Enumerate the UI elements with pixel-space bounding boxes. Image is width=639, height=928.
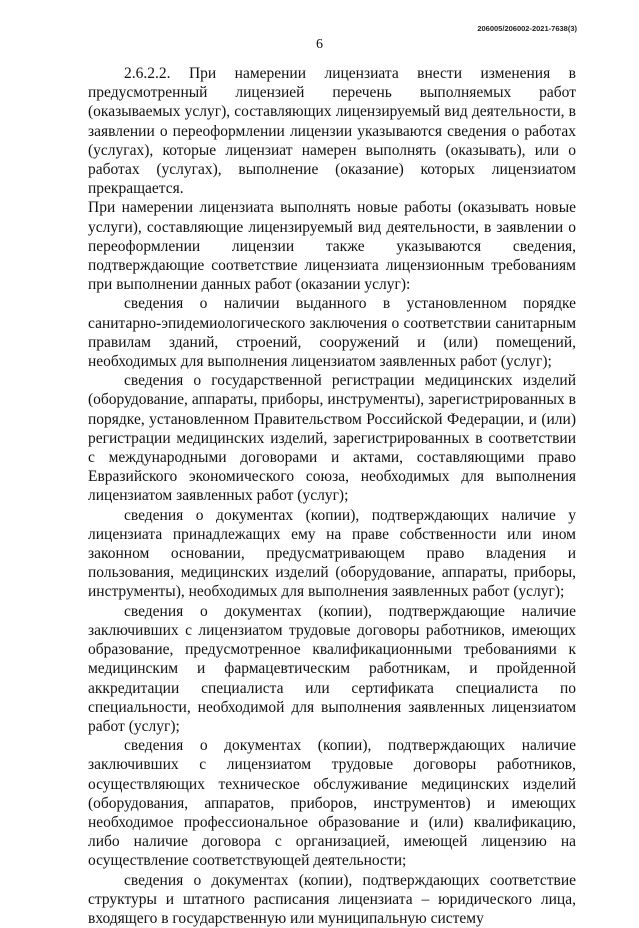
paragraph-medical-staff: сведения о документах (копии), подтверждающие наличие заключивших с лицензиатом трудовые договоры работников, имеющих образование, предусмотренное квалификационными требованиями к медицинским и фармацевтическим работникам, и пройденной аккредитации специалиста или сертификата специалиста по специальности, необходимой для выполнения заявленных лицензиатом работ (услуг); (88, 602, 576, 735)
paragraph-technical-staff: сведения о документах (копии), подтверждающих наличие заключивших с лицензиатом трудовые договоры работников, осуществляющих техническое обслуживание медицинских изделий (оборудования, аппаратов, приборов, инструментов) и имеющих необходимое профессиональное образование и (или) квалификацию, либо наличие договора с организацией, имеющей лицензию на осуществление соответствующей деятельности; (88, 737, 576, 870)
paragraph-staff-structure: сведения о документах (копии), подтверждающих соответствие структуры и штатного расписания лицензиата – юридического лица, входящего в государственную или муниципальную систему (88, 871, 576, 927)
document-code: 206005/206002-2021-7638(3) (477, 24, 577, 33)
paragraph-clause-2-6-2-2: 2.6.2.2. При намерении лицензиата внести изменения в предусмотренный лицензией перечень выполняемых работ (оказываемых услуг), составляющих лицензируемый вид деятельности, в заявлении о переоформлении лицензии указываются сведения о работах (услугах), которые лицензиат намерен выполнять (оказывать), или о работах (услугах), выполнение (оказание) которых лицензиатом прекращается. (88, 65, 576, 198)
paragraph-new-works: При намерении лицензиата выполнять новые работы (оказывать новые услуги), составляющие лицензируемый вид деятельности, в заявлении о переоформлении лицензии также указываются сведения, подтверждающие соответствие лицензиата лицензионным требованиям при выполнении данных работ (оказании услуг): (88, 199, 576, 294)
paragraph-device-registration: сведения о государственной регистрации медицинских изделий (оборудование, аппараты, приборы, инструменты), зарегистрированных в порядке, установленном Правительством Российской Федерации, и (или) регистрации медицинских изделий, зарегистрированных в соответствии с международными договорами и актами, составляющими право Евразийского экономического союза, необходимых для выполнения лицензиатом заявленных работ (услуг); (88, 372, 576, 505)
paragraph-sanitary-conclusion: сведения о наличии выданного в установленном порядке санитарно-эпидемиологического заключения о соответствии санитарным правилам зданий, строений, сооружений и (или) помещений, необходимых для выполнения лицензиатом заявленных работ (услуг); (88, 295, 576, 371)
document-body (88, 64, 576, 928)
page-number: 6 (316, 37, 323, 52)
paragraph-device-ownership: сведения о документах (копии), подтверждающих наличие у лицензиата принадлежащих ему на праве собственности или ином законном основании, предусматривающем право владения и пользования, медицинских изделий (оборудование, аппараты, приборы, инструменты), необходимых для выполнения заявленных работ (услуг); (88, 506, 576, 601)
